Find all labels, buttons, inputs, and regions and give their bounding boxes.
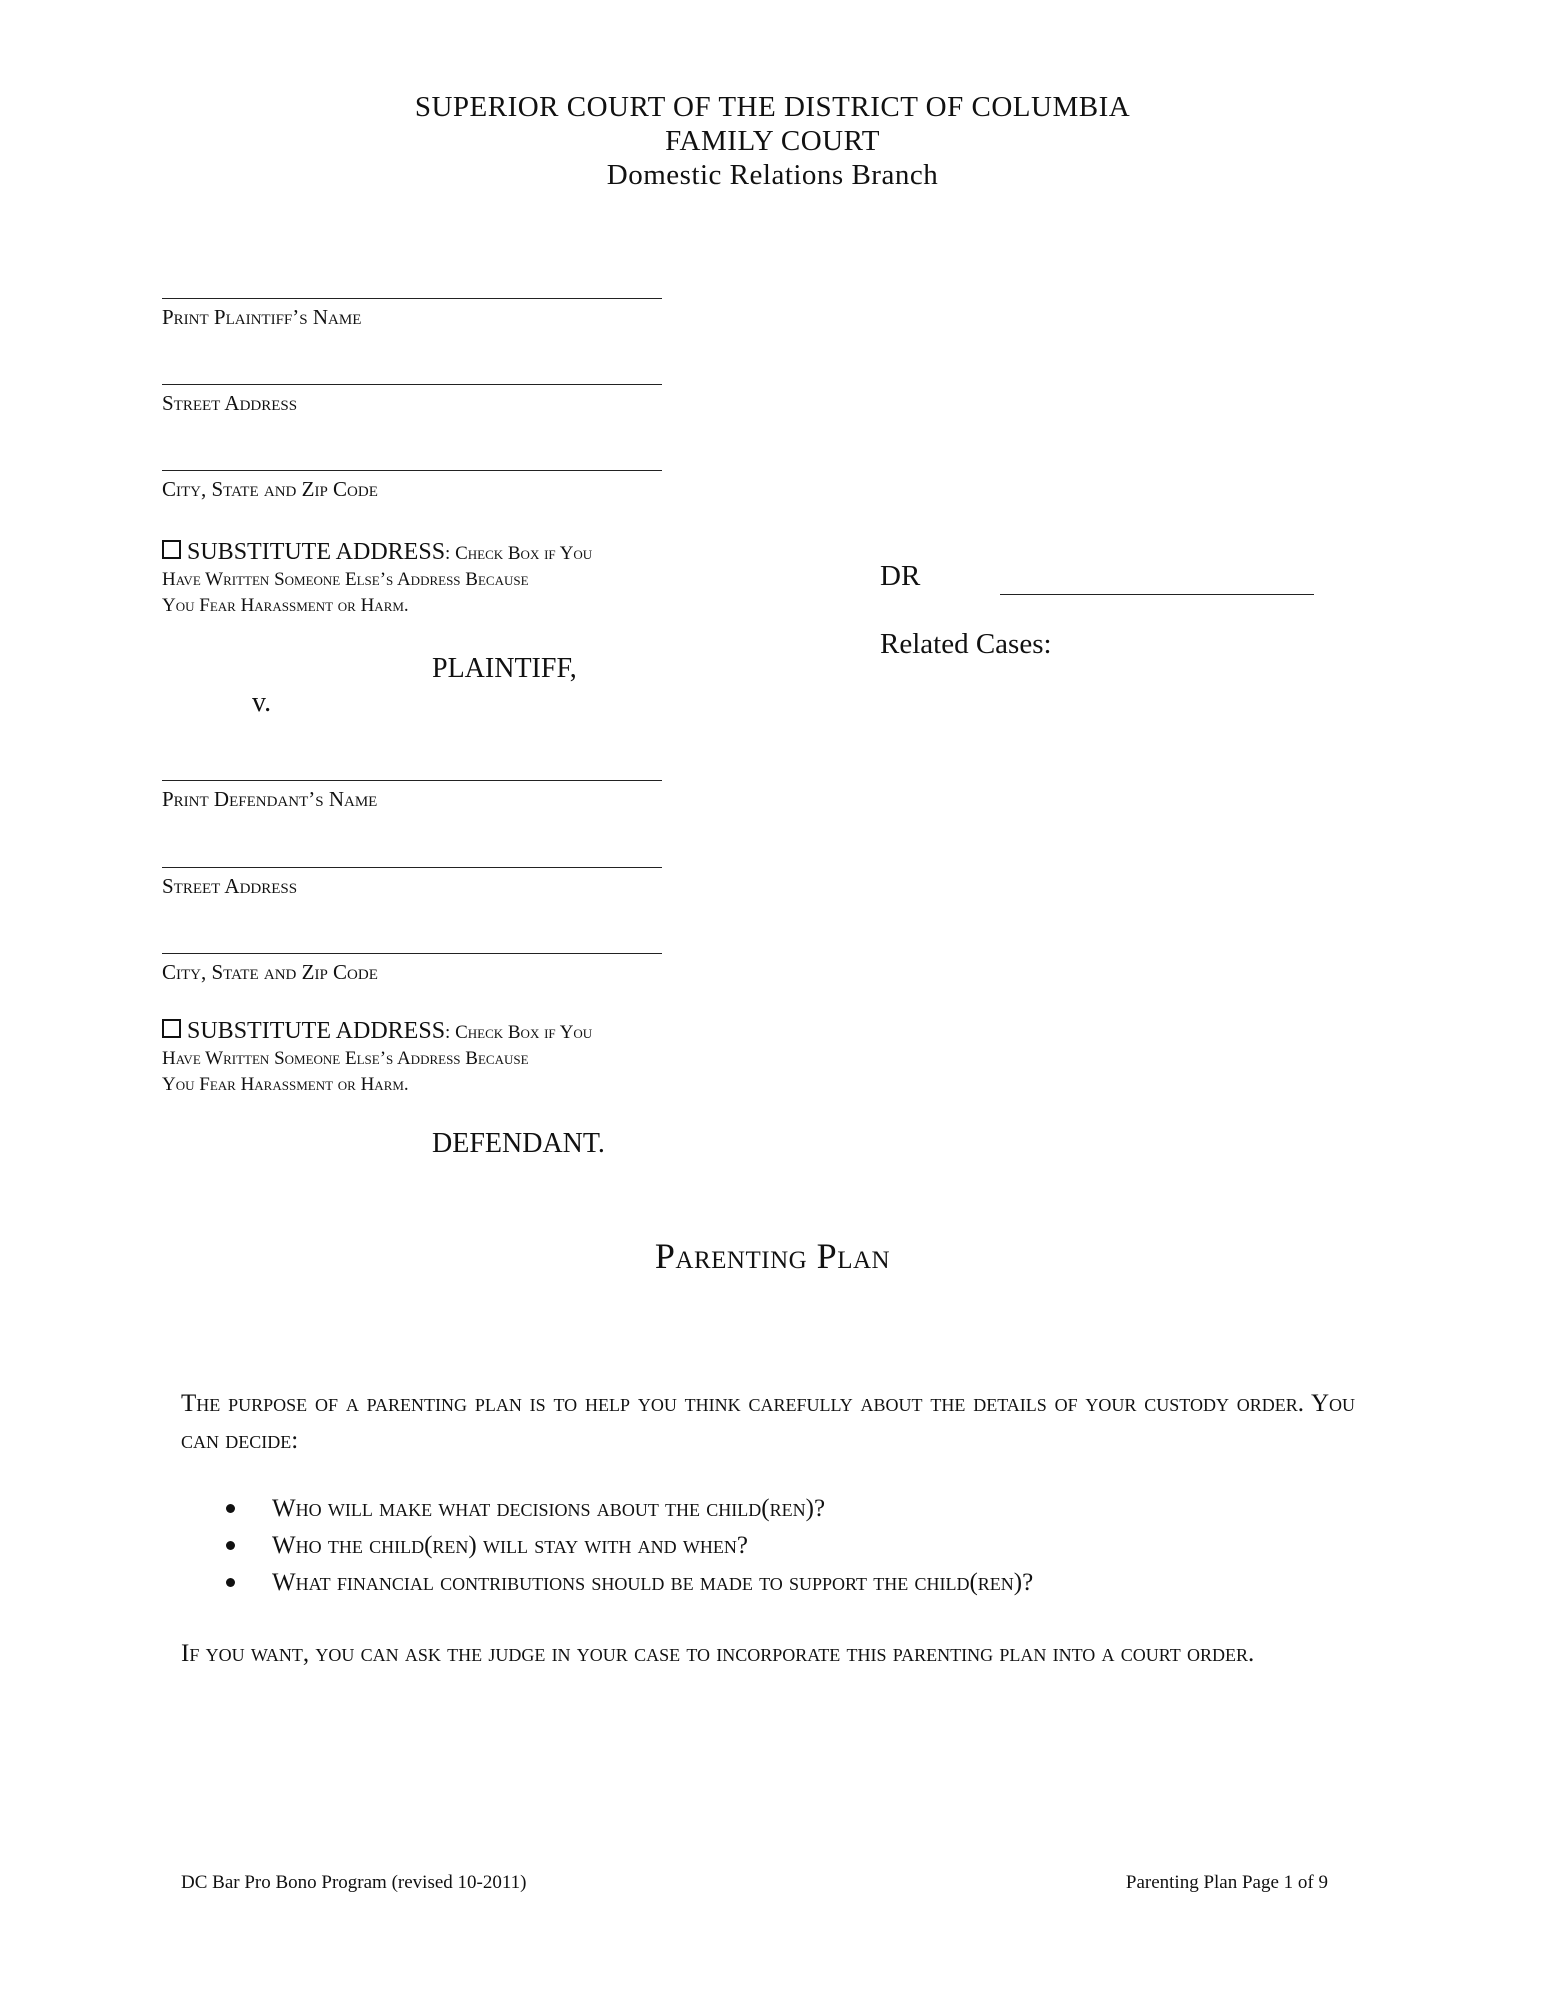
defendant-party-label: DEFENDANT.: [432, 1128, 605, 1159]
list-item-text: Who the child(ren) will stay with and when?: [272, 1532, 748, 1559]
dr-case-number-line[interactable]: [1000, 594, 1314, 595]
related-cases-label: Related Cases:: [880, 628, 1052, 660]
versus-label: v.: [252, 687, 272, 718]
bullet-icon: [226, 1504, 235, 1513]
plaintiff-city-label: City, State and Zip Code: [162, 477, 378, 501]
defendant-substitute-address: [162, 1018, 682, 1098]
plaintiff-name-label: Print Plaintiff’s Name: [162, 305, 362, 329]
defendant-name-line: [162, 780, 662, 781]
document-title: Parenting Plan: [654, 1236, 891, 1276]
bullet-icon: [226, 1541, 235, 1550]
defendant-street-field[interactable]: [162, 867, 662, 899]
defendant-street-line: [162, 867, 662, 868]
defendant-substitute-title: SUBSTITUTE ADDRESS: [187, 1018, 446, 1044]
list-item: [181, 1490, 1355, 1527]
plaintiff-name-field[interactable]: [162, 298, 662, 330]
defendant-substitute-checkbox[interactable]: [162, 1019, 181, 1038]
bullet-icon: [226, 1578, 235, 1587]
intro-paragraph: [181, 1385, 1355, 1459]
plaintiff-city-field[interactable]: [162, 470, 662, 502]
defendant-city-label: City, State and Zip Code: [162, 960, 378, 984]
list-item-text: Who will make what decisions about the child(ren)?: [272, 1495, 826, 1522]
court-name: SUPERIOR COURT OF THE DISTRICT OF COLUMBIA: [414, 91, 1131, 123]
plaintiff-substitute-checkbox[interactable]: [162, 540, 181, 559]
court-header: [0, 90, 1545, 192]
plaintiff-party-label: PLAINTIFF,: [432, 653, 577, 684]
defendant-substitute-text-3: You Fear Harassment or Harm.: [162, 1074, 409, 1095]
defendant-street-label: Street Address: [162, 874, 298, 898]
intro-text: The purpose of a parenting plan is to help you think carefully about the details of your custody order. You can decide:: [181, 1390, 1355, 1454]
plaintiff-street-line: [162, 384, 662, 385]
plaintiff-substitute-title: SUBSTITUTE ADDRESS: [187, 539, 446, 565]
plaintiff-substitute-text-1: : Check Box if You: [445, 543, 593, 564]
plaintiff-street-field[interactable]: [162, 384, 662, 416]
plaintiff-substitute-text-2: Have Written Someone Else’s Address Because: [162, 569, 529, 590]
closing-paragraph: [181, 1635, 1355, 1672]
court-branch: Domestic Relations Branch: [606, 159, 939, 191]
dr-label: DR: [880, 560, 921, 592]
plaintiff-substitute-address: [162, 539, 682, 619]
list-item: [181, 1564, 1355, 1601]
defendant-name-field[interactable]: [162, 780, 662, 812]
footer-page-number: Parenting Plan Page 1 of 9: [1125, 1872, 1328, 1893]
defendant-substitute-text-2: Have Written Someone Else’s Address Because: [162, 1048, 529, 1069]
court-division: FAMILY COURT: [665, 125, 880, 157]
defendant-city-field[interactable]: [162, 953, 662, 985]
decision-list: [181, 1490, 1355, 1601]
footer-left: DC Bar Pro Bono Program (revised 10-2011): [181, 1872, 527, 1893]
defendant-name-label: Print Defendant’s Name: [162, 787, 378, 811]
plaintiff-substitute-text-3: You Fear Harassment or Harm.: [162, 595, 409, 616]
plaintiff-city-line: [162, 470, 662, 471]
defendant-substitute-text-1: : Check Box if You: [445, 1022, 593, 1043]
plaintiff-name-line: [162, 298, 662, 299]
closing-text: If you want, you can ask the judge in your case to incorporate this parenting plan into a court order.: [181, 1640, 1255, 1667]
list-item: [181, 1527, 1355, 1564]
defendant-city-line: [162, 953, 662, 954]
plaintiff-street-label: Street Address: [162, 391, 298, 415]
list-item-text: What financial contributions should be made to support the child(ren)?: [272, 1569, 1034, 1596]
